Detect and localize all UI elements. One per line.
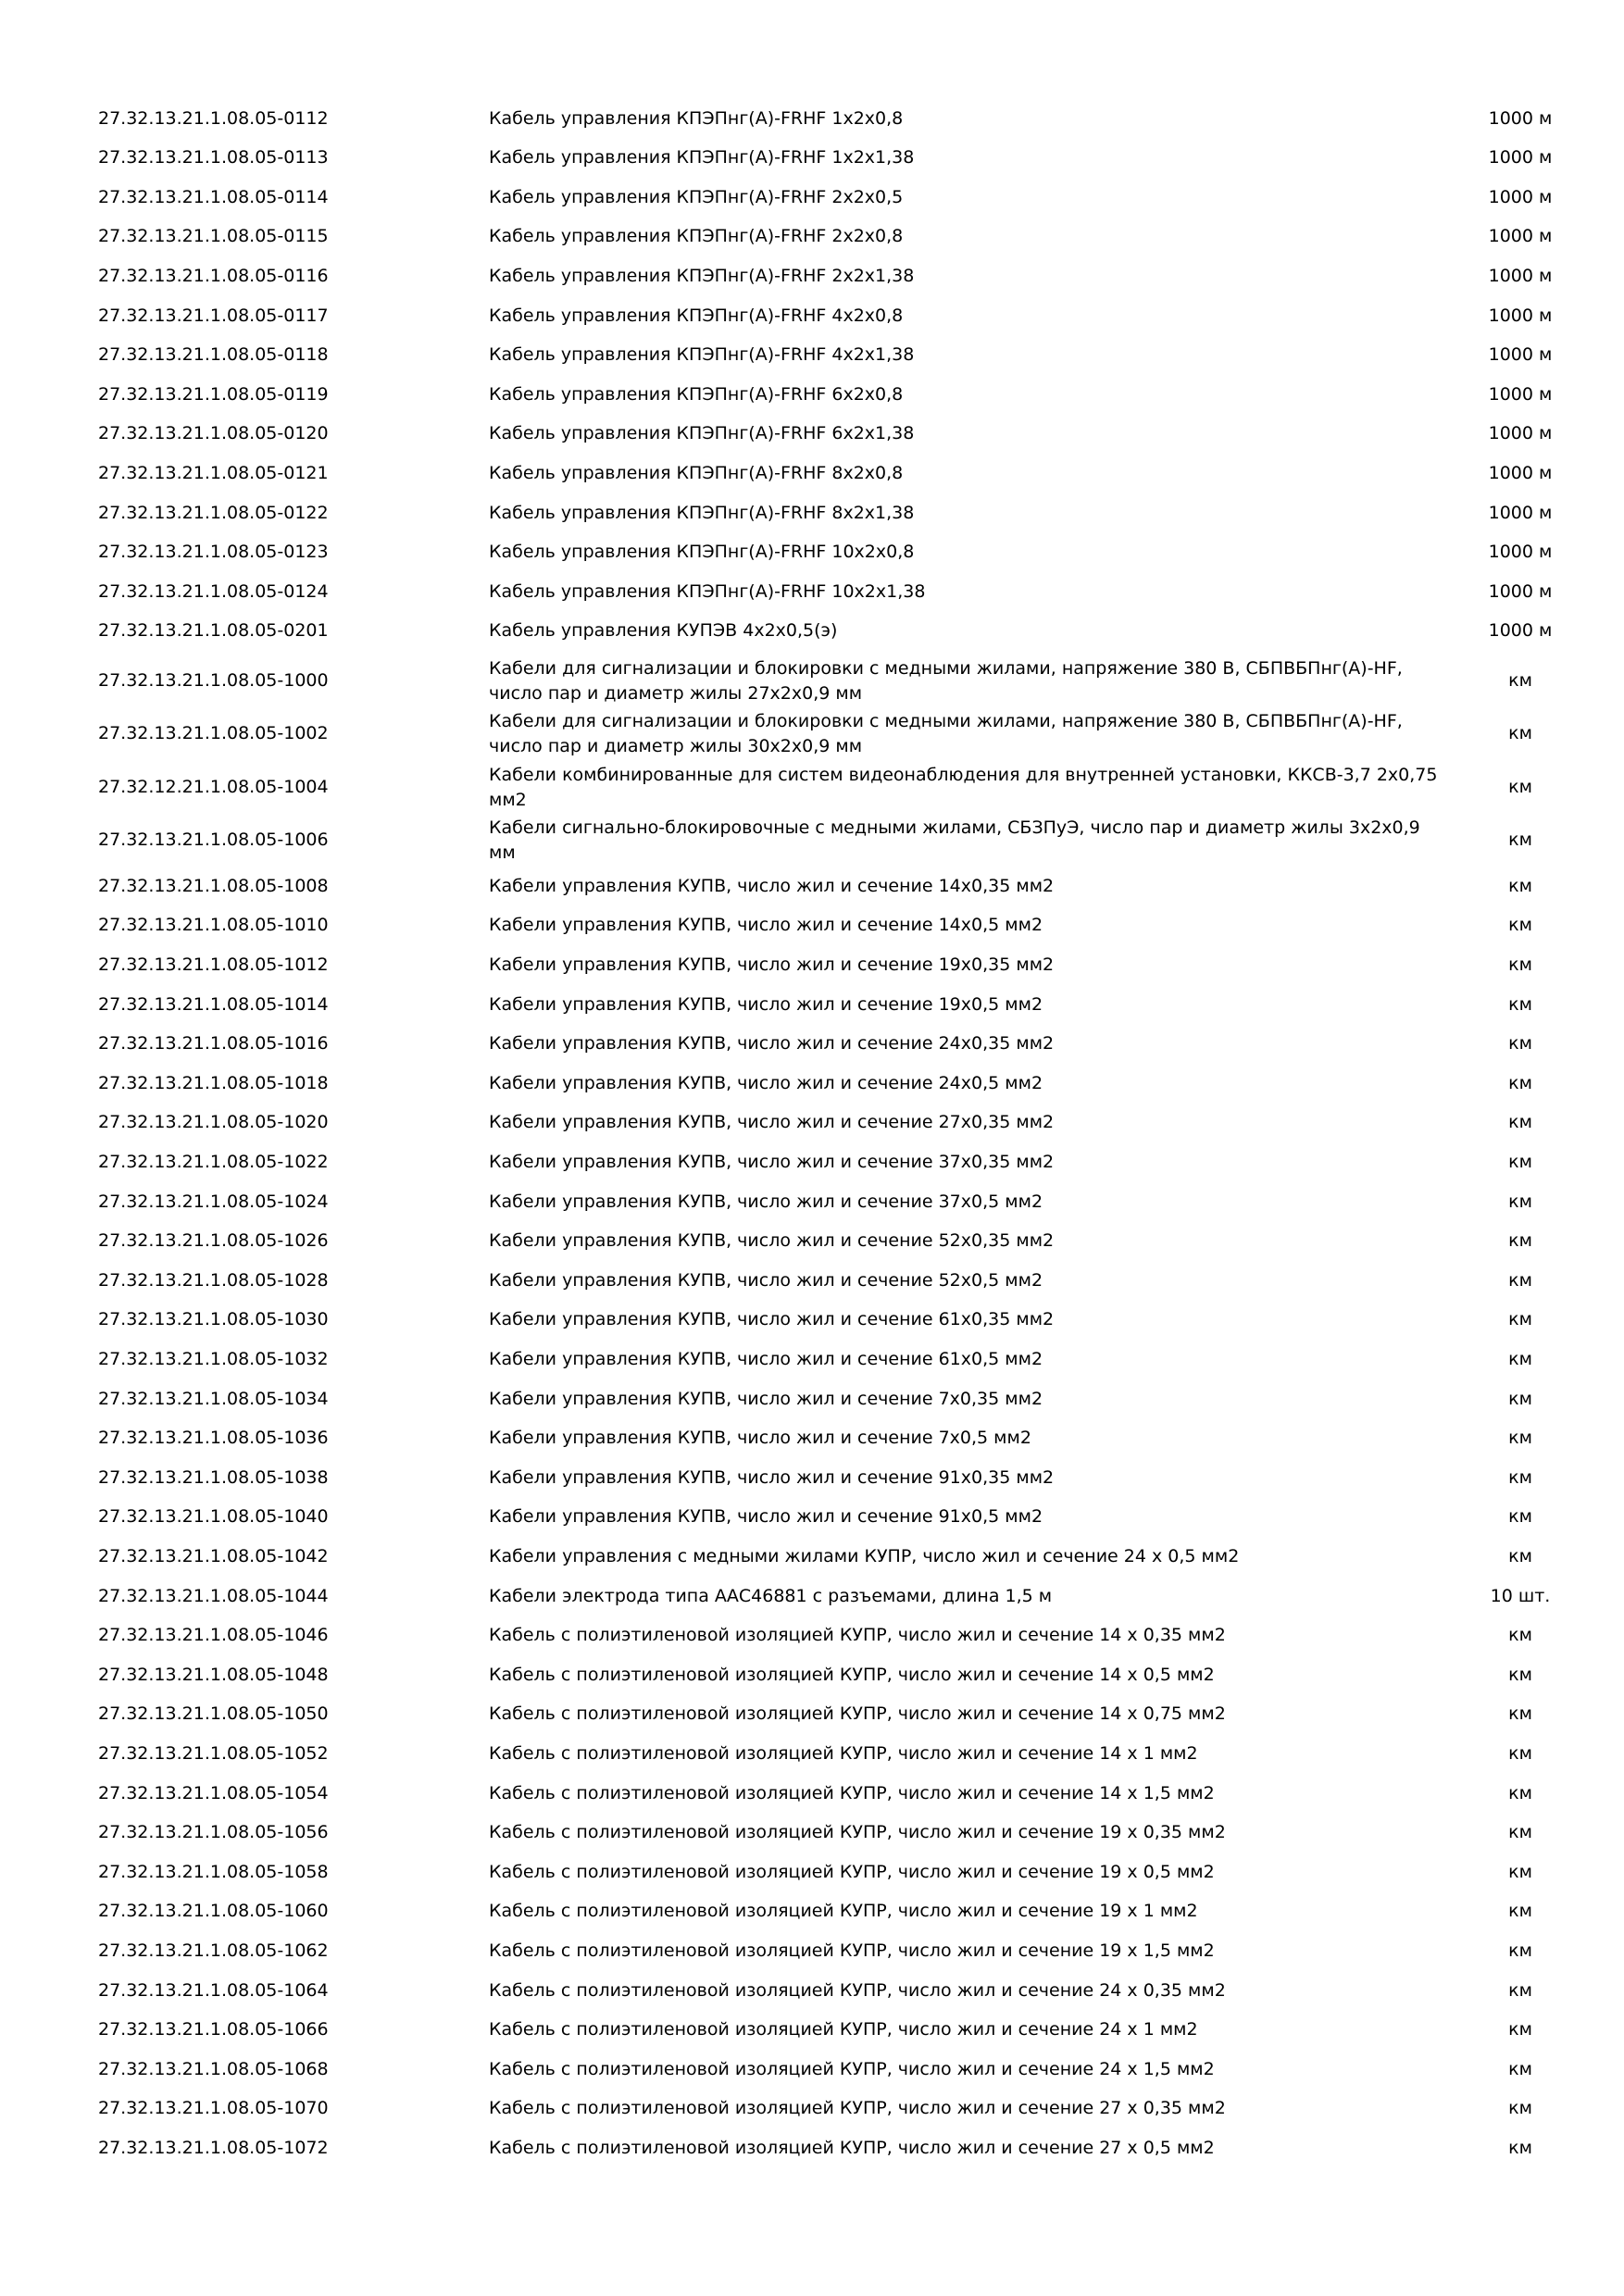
row-unit: км [1508,1940,1532,1961]
table-row [0,343,1624,368]
row-code: 27.32.13.21.1.08.05-0121 [98,462,329,483]
row-name: Кабель с полиэтиленовой изоляцией КУПР, число жил и сечение 19 х 1,5 мм2 [489,1940,1215,1961]
row-name: Кабели сигнально-блокировочные с медными жилами, СБЗПуЭ, число пар и диаметр жилы 3х2х0,9 мм [489,817,1420,864]
table-row [0,264,1624,289]
table-row [0,1190,1624,1215]
row-unit: 1000 м [1488,383,1553,405]
row-unit: км [1508,915,1532,936]
row-name: Кабели управления КУПВ, число жил и сечение 19х0,5 мм2 [489,993,1043,1015]
row-unit: км [1508,830,1532,851]
row-name: Кабель с полиэтиленовой изоляцией КУПР, число жил и сечение 19 х 0,35 мм2 [489,1822,1226,1843]
row-name: Кабели для сигнализации и блокировки с медными жилами, напряжение 380 В, СБПВБПнг(А)-HF, число пар и диаметр жилы 30x2x0,9 мм [489,711,1403,757]
table-row [0,1702,1624,1727]
row-name: Кабель с полиэтиленовой изоляцией КУПР, число жил и сечение 19 х 0,5 мм2 [489,1861,1215,1882]
row-name: Кабель управления КПЭПнг(А)-FRHF 2x2x0,5 [489,186,904,207]
table-row [0,1426,1624,1451]
row-name: Кабели управления КУПВ, число жил и сечение 61х0,5 мм2 [489,1349,1043,1369]
table-row [0,913,1624,938]
row-unit: 1000 м [1488,462,1553,483]
row-code: 27.32.13.21.1.08.05-1066 [98,2019,329,2040]
row-unit: км [1508,1743,1532,1764]
table-row [0,709,1624,759]
row-code: 27.32.13.21.1.08.05-1048 [98,1664,329,1685]
row-name: Кабель управления КПЭПнг(А)-FRHF 10x2x1,38 [489,580,926,602]
row-name: Кабель управления КПЭПнг(А)-FRHF 8x2x1,38 [489,502,915,523]
row-code: 27.32.13.21.1.08.05-0120 [98,423,329,444]
row-unit: км [1508,875,1532,896]
row-code: 27.32.13.21.1.08.05-1062 [98,1940,329,1961]
table-row [0,1741,1624,1766]
row-code: 27.32.13.21.1.08.05-1028 [98,1269,329,1291]
row-unit: км [1508,1428,1532,1449]
table-row [0,501,1624,526]
row-name: Кабели управления КУПВ, число жил и сечение 37х0,5 мм2 [489,1191,1043,1212]
row-code: 27.32.13.21.1.08.05-1016 [98,1033,329,1054]
row-unit: 1000 м [1488,580,1553,602]
table-row [0,816,1624,866]
table-row [0,656,1624,706]
row-name: Кабели электрода типа ААС46881 с разъемами, длина 1,5 м [489,1585,1053,1606]
row-unit: км [1508,1309,1532,1330]
row-unit: км [1508,1822,1532,1843]
row-code: 27.32.13.21.1.08.05-0117 [98,305,329,326]
table-row [0,1584,1624,1609]
row-unit: 1000 м [1488,344,1553,366]
row-name: Кабель управления КПЭПнг(А)-FRHF 6x2x1,38 [489,423,915,444]
row-code: 27.32.13.21.1.08.05-1044 [98,1585,329,1606]
row-name: Кабель с полиэтиленовой изоляцией КУПР, число жил и сечение 27 х 0,5 мм2 [489,2138,1215,2158]
row-unit: км [1508,723,1532,744]
row-name: Кабели управления КУПВ, число жил и сечение 27х0,35 мм2 [489,1112,1055,1133]
row-name: Кабели управления КУПВ, число жил и сечение 91х0,35 мм2 [489,1466,1055,1488]
row-unit: км [1508,1506,1532,1528]
row-name: Кабель с полиэтиленовой изоляцией КУПР, число жил и сечение 24 х 1,5 мм2 [489,2058,1215,2079]
row-unit: 1000 м [1488,502,1553,523]
row-name: Кабель с полиэтиленовой изоляцией КУПР, число жил и сечение 27 х 0,35 мм2 [489,2098,1226,2119]
row-code: 27.32.13.21.1.08.05-1034 [98,1388,329,1409]
row-unit: км [1508,1546,1532,1566]
row-name: Кабели управления КУПВ, число жил и сечение 52х0,35 мм2 [489,1230,1055,1252]
row-unit: км [1508,1112,1532,1133]
table-row [0,1939,1624,1964]
row-name: Кабель с полиэтиленовой изоляцией КУПР, число жил и сечение 14 х 1 мм2 [489,1743,1198,1764]
row-name: Кабель с полиэтиленовой изоляцией КУПР, число жил и сечение 14 х 0,5 мм2 [489,1664,1215,1685]
row-unit: 1000 м [1488,305,1553,326]
table-row [0,1544,1624,1569]
table-row [0,1307,1624,1332]
row-code: 27.32.13.21.1.08.05-1038 [98,1466,329,1488]
row-code: 27.32.13.21.1.08.05-1046 [98,1625,329,1646]
row-unit: км [1508,2058,1532,2079]
row-code: 27.32.13.21.1.08.05-1032 [98,1349,329,1369]
row-code: 27.32.13.21.1.08.05-0112 [98,107,329,129]
row-code: 27.32.13.21.1.08.05-1060 [98,1901,329,1922]
row-code: 27.32.13.21.1.08.05-1018 [98,1072,329,1093]
table-row [0,1150,1624,1175]
row-code: 27.32.13.21.1.08.05-1052 [98,1743,329,1764]
row-unit: км [1508,955,1532,975]
row-unit: км [1508,1230,1532,1252]
row-name: Кабель с полиэтиленовой изоляцией КУПР, число жил и сечение 14 х 0,75 мм2 [489,1703,1226,1725]
row-code: 27.32.13.21.1.08.05-0115 [98,226,329,247]
row-unit: км [1508,1782,1532,1803]
row-code: 27.32.13.21.1.08.05-1026 [98,1230,329,1252]
row-code: 27.32.13.21.1.08.05-1030 [98,1309,329,1330]
row-name: Кабель управления КПЭПнг(А)-FRHF 10x2x0,8 [489,542,915,563]
row-code: 27.32.13.21.1.08.05-0118 [98,344,329,366]
row-code: 27.32.13.21.1.08.05-1050 [98,1703,329,1725]
row-name: Кабели управления КУПВ, число жил и сечение 37х0,35 мм2 [489,1152,1055,1172]
row-code: 27.32.13.21.1.08.05-1006 [98,830,329,851]
row-code: 27.32.13.21.1.08.05-0122 [98,502,329,523]
row-unit: 1000 м [1488,620,1553,642]
row-name: Кабель управления КПЭПнг(А)-FRHF 1x2x1,38 [489,147,915,168]
row-unit: км [1508,1625,1532,1646]
table-row [0,1031,1624,1056]
table-row [0,1504,1624,1529]
row-unit: км [1508,1191,1532,1212]
row-code: 27.32.13.21.1.08.05-1000 [98,669,329,691]
row-name: Кабель управления КПЭПнг(А)-FRHF 8x2x0,8 [489,462,904,483]
row-unit: км [1508,2098,1532,2119]
table-row [0,1899,1624,1924]
row-unit: 1000 м [1488,226,1553,247]
table-row [0,2017,1624,2042]
row-name: Кабели управления КУПВ, число жил и сечение 91х0,5 мм2 [489,1506,1043,1528]
row-code: 27.32.13.21.1.08.05-1024 [98,1191,329,1212]
table-row [0,304,1624,329]
row-code: 27.32.13.21.1.08.05-1058 [98,1861,329,1882]
row-code: 27.32.13.21.1.08.05-1070 [98,2098,329,2119]
row-unit: км [1508,993,1532,1015]
table-row [0,145,1624,170]
row-code: 27.32.13.21.1.08.05-1012 [98,955,329,975]
row-name: Кабели управления с медными жилами КУПР, число жил и сечение 24 х 0,5 мм2 [489,1546,1240,1566]
row-unit: км [1508,1861,1532,1882]
row-name: Кабели управления КУПВ, число жил и сечение 14х0,5 мм2 [489,915,1043,936]
row-name: Кабель с полиэтиленовой изоляцией КУПР, число жил и сечение 14 х 1,5 мм2 [489,1782,1215,1803]
row-name: Кабель управления КПЭПнг(А)-FRHF 4x2x1,38 [489,344,915,366]
table-row [0,618,1624,643]
row-unit: 1000 м [1488,265,1553,286]
row-unit: км [1508,1901,1532,1922]
table-row [0,1663,1624,1688]
row-name: Кабель с полиэтиленовой изоляцией КУПР, число жил и сечение 24 х 0,35 мм2 [489,1979,1226,2001]
row-code: 27.32.13.21.1.08.05-1014 [98,993,329,1015]
table-row [0,1860,1624,1885]
table-row [0,580,1624,605]
row-code: 27.32.13.21.1.08.05-0114 [98,186,329,207]
row-unit: км [1508,776,1532,797]
table-row [0,1268,1624,1293]
table-row [0,1623,1624,1648]
row-code: 27.32.13.21.1.08.05-0201 [98,620,329,642]
row-code: 27.32.12.21.1.08.05-1004 [98,776,329,797]
row-code: 27.32.13.21.1.08.05-1020 [98,1112,329,1133]
row-name: Кабели управления КУПВ, число жил и сечение 61х0,35 мм2 [489,1309,1055,1330]
row-code: 27.32.13.21.1.08.05-0113 [98,147,329,168]
row-name: Кабель управления КПЭПнг(А)-FRHF 6x2x0,8 [489,383,904,405]
table-row [0,106,1624,131]
table-row [0,421,1624,446]
table-row [0,953,1624,978]
row-name: Кабели управления КУПВ, число жил и сечение 19х0,35 мм2 [489,955,1055,975]
row-name: Кабель с полиэтиленовой изоляцией КУПР, число жил и сечение 19 х 1 мм2 [489,1901,1198,1922]
table-row [0,874,1624,899]
row-code: 27.32.13.21.1.08.05-1054 [98,1782,329,1803]
row-code: 27.32.13.21.1.08.05-1068 [98,2058,329,2079]
row-unit: 1000 м [1488,542,1553,563]
table-row [0,461,1624,486]
table-row [0,1466,1624,1491]
row-code: 27.32.13.21.1.08.05-1002 [98,723,329,744]
row-unit: км [1508,1979,1532,2001]
table-row [0,763,1624,813]
row-code: 27.32.13.21.1.08.05-1040 [98,1506,329,1528]
table-row [0,185,1624,210]
row-name: Кабели управления КУПВ, число жил и сечение 24х0,5 мм2 [489,1072,1043,1093]
row-unit: км [1508,1388,1532,1409]
row-unit: 1000 м [1488,186,1553,207]
row-code: 27.32.13.21.1.08.05-1064 [98,1979,329,2001]
row-code: 27.32.13.21.1.08.05-0119 [98,383,329,405]
row-name: Кабель управления КПЭПнг(А)-FRHF 2x2x1,38 [489,265,915,286]
row-unit: км [1508,1033,1532,1054]
row-unit: км [1508,1466,1532,1488]
row-name: Кабель с полиэтиленовой изоляцией КУПР, число жил и сечение 14 х 0,35 мм2 [489,1625,1226,1646]
table-row [0,1071,1624,1096]
row-code: 27.32.13.21.1.08.05-0124 [98,580,329,602]
row-name: Кабели комбинированные для систем видеонаблюдения для внутренней установки, ККСВ-3,7 2х0,75 мм2 [489,764,1438,810]
row-name: Кабель управления КПЭПнг(А)-FRHF 2x2x0,8 [489,226,904,247]
table-row [0,1978,1624,2003]
row-code: 27.32.13.21.1.08.05-1010 [98,915,329,936]
table-row [0,1820,1624,1845]
table-row [0,1110,1624,1135]
row-unit: 1000 м [1488,107,1553,129]
table-row [0,2057,1624,2082]
row-name: Кабели управления КУПВ, число жил и сечение 52х0,5 мм2 [489,1269,1043,1291]
row-name: Кабель управления КПЭПнг(А)-FRHF 1x2x0,8 [489,107,904,129]
row-unit: км [1508,1269,1532,1291]
table-row [0,382,1624,407]
row-name: Кабели управления КУПВ, число жил и сечение 7х0,5 мм2 [489,1428,1031,1449]
row-unit: 1000 м [1488,147,1553,168]
row-code: 27.32.13.21.1.08.05-1036 [98,1428,329,1449]
row-code: 27.32.13.21.1.08.05-1022 [98,1152,329,1172]
row-unit: км [1508,1664,1532,1685]
row-code: 27.32.13.21.1.08.05-1008 [98,875,329,896]
table-row [0,1387,1624,1412]
row-unit: км [1508,1349,1532,1369]
row-code: 27.32.13.21.1.08.05-1072 [98,2138,329,2158]
table-row [0,540,1624,565]
row-code: 27.32.13.21.1.08.05-1056 [98,1822,329,1843]
row-unit: км [1508,1072,1532,1093]
table-row [0,992,1624,1017]
row-code: 27.32.13.21.1.08.05-0123 [98,542,329,563]
table-row [0,1781,1624,1806]
table-row [0,1347,1624,1372]
row-name: Кабель с полиэтиленовой изоляцией КУПР, число жил и сечение 24 х 1 мм2 [489,2019,1198,2040]
row-name: Кабель управления КУПЭВ 4x2x0,5(э) [489,620,838,642]
table-row [0,2096,1624,2121]
table-row [0,2136,1624,2161]
row-name: Кабели управления КУПВ, число жил и сечение 14х0,35 мм2 [489,875,1055,896]
row-name: Кабели управления КУПВ, число жил и сечение 24х0,35 мм2 [489,1033,1055,1054]
row-unit: 10 шт. [1490,1585,1551,1606]
row-unit: км [1508,669,1532,691]
row-unit: 1000 м [1488,423,1553,444]
row-code: 27.32.13.21.1.08.05-1042 [98,1546,329,1566]
table-row [0,224,1624,249]
table-row [0,1229,1624,1254]
row-unit: км [1508,1703,1532,1725]
row-unit: км [1508,2138,1532,2158]
row-unit: км [1508,2019,1532,2040]
row-code: 27.32.13.21.1.08.05-0116 [98,265,329,286]
row-name: Кабели управления КУПВ, число жил и сечение 7х0,35 мм2 [489,1388,1043,1409]
row-name: Кабель управления КПЭПнг(А)-FRHF 4x2x0,8 [489,305,904,326]
row-name: Кабели для сигнализации и блокировки с медными жилами, напряжение 380 В, СБПВБПнг(А)-HF, число пар и диаметр жилы 27x2x0,9 мм [489,657,1403,704]
row-unit: км [1508,1152,1532,1172]
